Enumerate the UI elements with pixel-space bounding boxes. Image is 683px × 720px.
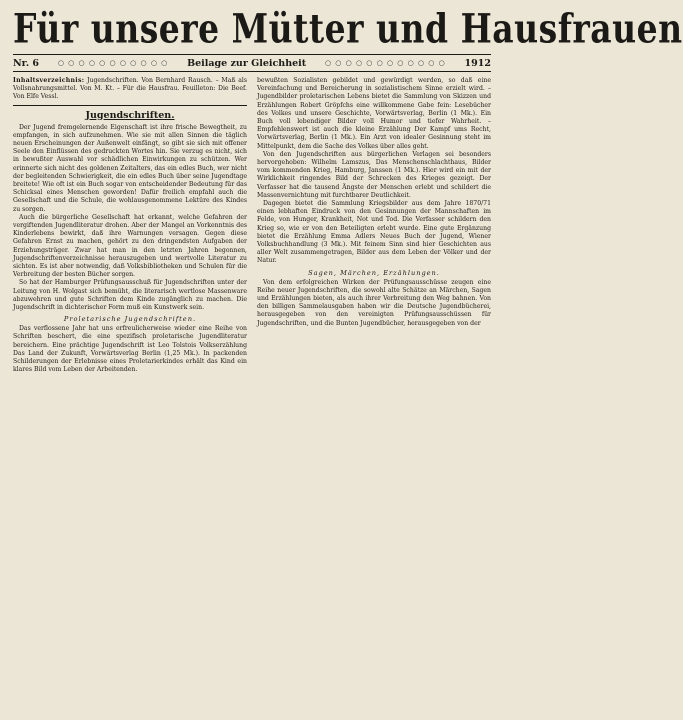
paragraph: Der Jugend fremgelernende Eigenschaft ist ihre frische Bewegtheit, zu empfangen, in sich aufzunehmen. Wie sie mit allen Sinnen die täglich neuen Erscheinungen der Außenwelt einfängt, so gibt sie sich mit offener Seele den Einflüssen des gedruckten Wortes hin. Sie verzug es nicht, sich in bewußter Auswahl vor schädlichen Einwirkungen zu schützen. Wer erinnerte sich nicht des goldenen Zeitalters, das ein edles Buch, wer nicht der begleitenden Schwierigkeit, die ein edles Buch über seine Jugendtage breitete! Wie oft ist ein Buch sogar von entscheidender Bedeutung für das Schicksal eines Menschen geworden! Dafür freilich empfahl auch die Gesellschaft und die Schule, die wohlausgenommene Lektüre des Kindes zu sorgen.	[13, 123, 247, 213]
issue-number: Nr. 6	[13, 57, 40, 69]
subsection-title: Sagen, Märchen, Erzählungen.	[308, 268, 440, 277]
paragraph: bewußten Sozialisten gebildet und gewürdigt werden, so daß eine Vereinfachung und Bereicherung in sozialistischem Sinne erzielt wird. – Jugendbilder proletarischen Lebens bietet die Sammlung von Skizzen und Erzählungen Robert Gröpfchs eine willkommene Gabe fein: Lesebücher des Volkes und unsere Geschichte, Vorwärtsverlag, Berlin (1 Mk.). Ein Buch voll lebendiger Bilder voll Humor und tiefer Wahrheit. – Empfehlenswert ist auch die kleine Erzählung Der Kampf ums Recht, Vorwärtsverlag, Berlin (1 Mk.). Ein Arzt von idealer Gesinnung steht im Mittelpunkt, dem die Sache des Volkes über alles geht.	[257, 77, 491, 150]
issue-year: 1912	[464, 57, 491, 69]
supplement-title: Beilage zur Gleichheit	[187, 57, 307, 69]
left-column	[13, 77, 247, 720]
article-columns	[13, 77, 491, 720]
issue-line	[13, 54, 491, 72]
masthead-title: Für unsere Mütter und Hausfrauen	[13, 4, 683, 53]
toc-line	[13, 77, 247, 102]
toc-text: Jugendschriften. Von Bernhard Rausch. – Maß als Vollsnahrungsmittel. Von M. Kt. – Für die Hausfrau. Feuilleton: Die Beef. Von Elfe Vessl.	[13, 77, 248, 101]
ornament-left: ○ ○ ○ ○ ○ ○ ○ ○ ○ ○ ○	[57, 59, 169, 67]
section-title: Jugendschriften.	[85, 109, 175, 121]
paragraph: Auch die bürgerliche Gesellschaft hat erkannt, welche Gefahren der vergiftenden Jugendliteratur drohen. Aber der Mangel an Vorkenntnis des Kinderlebens bewirkt, daß ihre Warnungen versagen. Gegen diese Gefahren Ernst zu machen, gehört zu den dringendsten Aufgaben der Erziehungsträger. Zwar hat man in den letzten Jahren begonnen, Jugendschriftenverzeichnisse herauszugeben und wertvolle Literatur zu sichten. Es ist aber notwendig, daß Volksbibliotheken und Schulen für die Verbreitung der besten Bücher sorgen.	[13, 213, 247, 279]
paragraph: Dagegen bietet die Sammlung Kriegsbilder aus dem Jahre 1870/71 einen lebhaften Eindruck von den Gesinnungen der Mannschaften im Felde, von Hunger, Krankheit, Not und Tod. Die Verfasser schildern den Krieg so, wie er von den Beteiligten erlebt wurde. Eine gute Ergänzung bietet die Erzählung Emma Adlers Neues Buch der Jugend, Wiener Volksbuchhandlung (3 Mk.). Mit feinem Sinn sind hier Geschichten aus aller Welt zusammengetragen, Bilder aus dem Leben der Völker und der Natur.	[257, 200, 491, 265]
paragraph: So hat der Hamburger Prüfungsausschuß für Jugendschriften unter der Leitung von H. Wolgast sich bemüht, die literarisch wertlose Massenware abzuwehren und gute Schriften dem Kinde zugänglich zu machen. Die Jugendschrift in dichterischer Form muß ein Kunstwerk sein.	[13, 279, 247, 312]
table-of-contents	[13, 77, 247, 106]
subsection-title: Proletarische Jugendschriften.	[63, 315, 197, 324]
ornament-right: ○ ○ ○ ○ ○ ○ ○ ○ ○ ○ ○ ○	[324, 59, 446, 67]
paragraph: Von den Jugendschriften aus bürgerlichen Verlagen sei besonders hervorgehoben: Wilhelm Lamszus, Das Menschenschlachthaus, Bilder vom kommenden Krieg, Hamburg, Janssen (1 Mk.). Hier wird ein mit der Wirklichkeit ringendes Bild der Schrecken des Krieges gezeigt. Der Verfasser hat die tausend Ängste der Menschen erlebt und schildert die Massenvernichtung mit furchtbarer Deutlichkeit.	[257, 150, 491, 199]
right-column	[257, 77, 491, 720]
toc-label: Inhaltsverzeichnis:	[13, 77, 85, 84]
paragraph: Von dem erfolgreichen Wirken der Prüfungsausschüsse zeugen eine Reihe neuer Jugendschriften, die sowohl alte Schätze an Märchen, Sagen und Erzählungen bieten, als auch ihrer Verbreitung den Weg bahnen. Von den billigen Sammelausgaben haben wir die Deutsche Jugendbücherei, herausgegeben von den vereinigten Prüfungsausschüssen für Jugendschriften, und die Bunten Jugendbücher, herausgegeben von der	[257, 278, 491, 327]
paragraph: Das verflossene Jahr hat uns erfreulicherweise wieder eine Reihe von Schriften beschert, die eine spezifisch proletarische Jugendliteratur bereichern. Eine prächtige Jugendschrift ist Leo Tolstois Volkserzählung Das Land der Zukunft, Vorwärtsverlag Berlin (1,25 Mk.). In packenden Schilderungen der Erlebnisse eines Proletarierkindes erhält das Kind ein klares Bild vom Leben der Arbeitenden.	[13, 325, 247, 374]
